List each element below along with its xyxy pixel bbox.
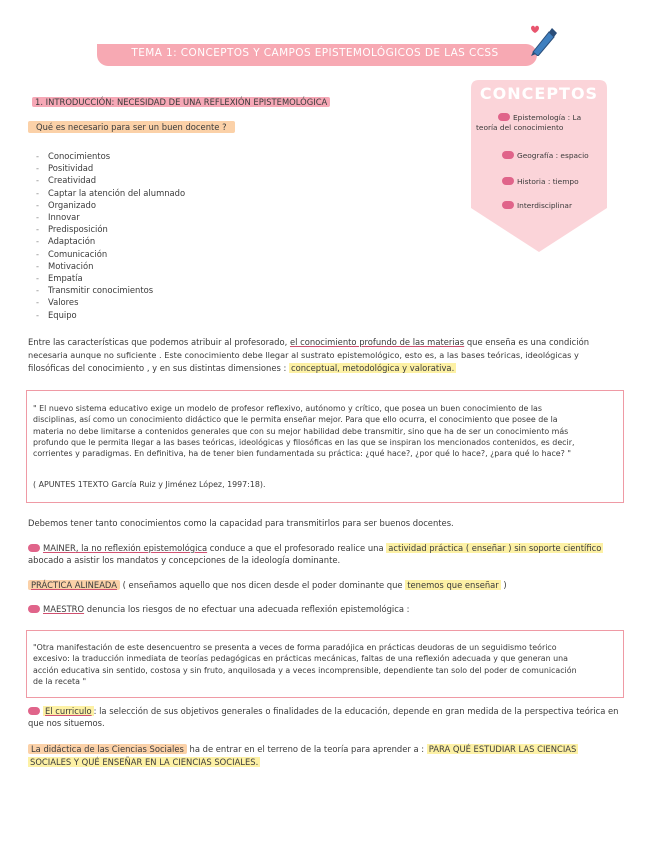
paragraph-1-line-2: necesaria aunque no suficiente . Este conocimiento debe llegar al sustrato epistemológico, esto es, a las bases teóricas, ideológicas y	[28, 350, 579, 360]
paragraph-7-line-1: La didáctica de las Ciencias Sociales ha de entrar en el terreno de la teoría para aprender a : PARA QUÉ ESTUDIAR LAS CIENCIAS	[28, 744, 578, 755]
paragraph-3-line-1: MAINER, la no reflexión epistemológica conduce a que el profesorado realice una actividad práctica ( enseñar ) sin soporte científico	[28, 543, 603, 554]
list-item: - Motivación	[36, 260, 185, 272]
concepto-item: Interdisciplinar	[502, 201, 572, 211]
quote-1-text: " El nuevo sistema educativo exige un modelo de profesor reflexivo, autónomo y crítico, que posea un buen conocimiento de las disciplinas, así como un conocimiento didáctico que le permita enseñar mejor. Para que ello ocurra, el conocimiento que posee de la materia no debe limitarse a contenidos generales que con su mejor habilidad debe transmitir, sino que ha de ser un conocimiento más profundo que le permita llegar a las bases teóricas, ideológicas y filosóficas en las que se inspiran los mencionados contenidos, es decir, corrientes y paradigmas. En definitiva, ha de tener bien fundamentada su práctica: ¿qué hace?, ¿por qué lo hace?, ¿para qué lo hace? "	[33, 404, 575, 459]
paragraph-1-line-1: Entre las características que podemos atribuir al profesorado, el conocimiento profundo de las materias que enseña es una condición	[28, 337, 589, 347]
speech-bubble-icon	[502, 201, 514, 209]
list-item: - Positividad	[36, 162, 185, 174]
speech-bubble-icon	[28, 544, 40, 552]
list-item: - Conocimientos	[36, 150, 185, 162]
conceptos-title: CONCEPTOS	[479, 84, 599, 103]
speech-bubble-icon	[28, 707, 40, 715]
list-item: - Predisposición	[36, 223, 185, 235]
quote-2-text: "Otra manifestación de este desencuentro se presenta a veces de forma paradójica en prácticas deudoras de un seguidismo teórico excesivo: la traducción inmediata de teorías pedagógicas en prácticas mecánicas, faltas de una reflexión adecuada y que generan una acción educativa sin sentido, costosa y sin fruto, anquilosada y a veces incomprensible, dependiente tan solo del poder de comunicación de la receta "	[33, 643, 577, 686]
concepto-item: Epistemología : La teoría del conocimiento	[476, 113, 582, 132]
paragraph-6-line-1: El curriculo : la selección de sus objetivos generales o finalidades de la educación, depende en gran medida de la perspectiva teórica en	[28, 706, 618, 717]
paragraph-2: Debemos tener tanto conocimientos como la capacidad para transmitirlos para ser buenos docentes.	[28, 518, 454, 528]
paragraph-1-line-3: filosóficas del conocimiento , y en sus distintas dimensiones : conceptual, metodológica y valorativa.	[28, 363, 455, 373]
list-item: - Valores	[36, 296, 185, 308]
list-item: - Empatía	[36, 272, 185, 284]
page-title: TEMA 1: CONCEPTOS Y CAMPOS EPISTEMOLÓGICOS DE LAS CCSS	[131, 47, 499, 59]
paragraph-3-line-2: abocado a asistir los mandatos y concepciones de la ideología dominante.	[28, 555, 341, 565]
list-item: - Captar la atención del alumnado	[36, 187, 185, 199]
paragraph-7-line-2: SOCIALES Y QUÉ ENSEÑAR EN LA CIENCIAS SOCIALES.	[30, 757, 259, 767]
list-item: - Comunicación	[36, 248, 185, 260]
conceptos-box	[471, 80, 607, 254]
list-item: - Creatividad	[36, 174, 185, 186]
speech-bubble-icon	[28, 605, 40, 613]
list-item: - Innovar	[36, 211, 185, 223]
speech-bubble-icon	[498, 113, 510, 121]
list-item: - Adaptación	[36, 235, 185, 247]
section-heading: 1. INTRODUCCIÓN: NECESIDAD DE UNA REFLEXIÓN EPISTEMOLÓGICA	[32, 97, 330, 108]
section-question: Qué es necesario para ser un buen docente ?	[28, 122, 235, 133]
list-item: - Organizado	[36, 199, 185, 211]
paragraph-6-line-2: que nos situemos.	[28, 718, 105, 728]
list-item: - Equipo	[36, 309, 185, 321]
speech-bubble-icon	[502, 177, 514, 185]
qualities-list	[36, 150, 185, 321]
paragraph-4: PRÁCTICA ALINEADA ( enseñamos aquello que nos dicen desde el poder dominante que tenemos que enseñar )	[28, 580, 507, 591]
speech-bubble-icon	[502, 151, 514, 159]
list-item: - Transmitir conocimientos	[36, 284, 185, 296]
paragraph-5: MAESTRO denuncia los riesgos de no efectuar una adecuada reflexión epistemológica :	[28, 604, 409, 615]
quote-1-source: ( APUNTES 1TEXTO García Ruiz y Jiménez López, 1997:18).	[33, 480, 266, 489]
concepto-item: Historia : tiempo	[502, 177, 579, 187]
pen-icon	[527, 22, 557, 56]
concepto-item: Geografía : espacio	[502, 151, 589, 161]
